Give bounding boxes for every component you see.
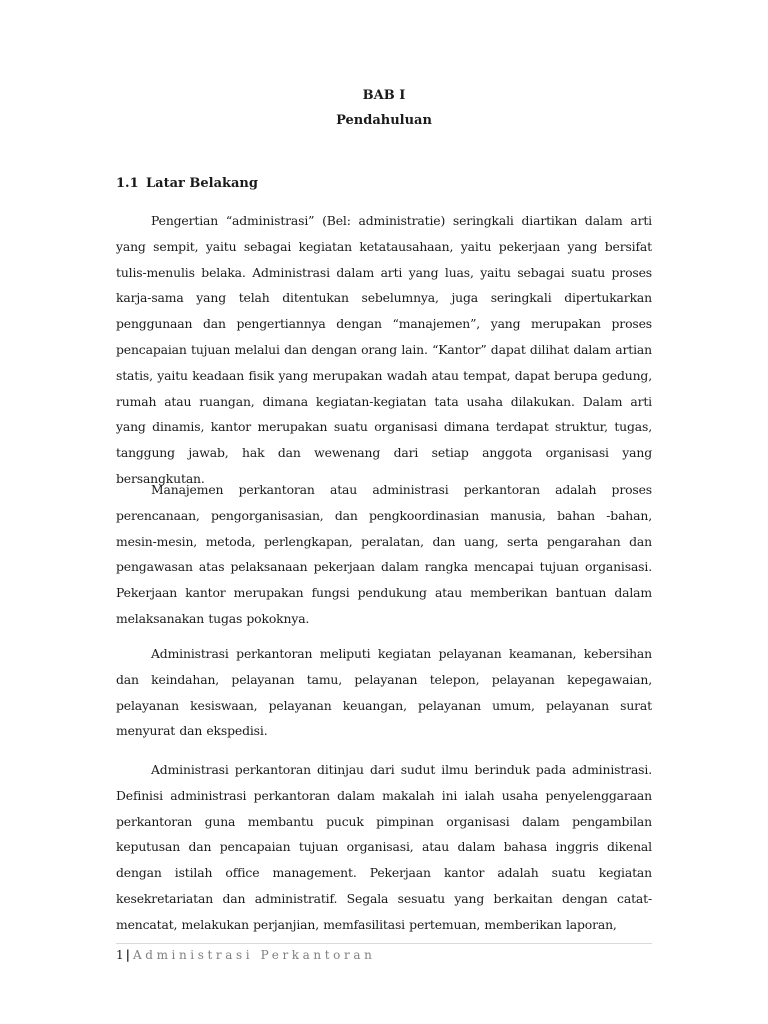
page-footer	[116, 947, 375, 963]
running-title: Administrasi Perkantoran	[133, 948, 376, 962]
body-paragraph: Pengertian “administrasi” (Bel: administratie) seringkali diartikan dalam arti yang sempit, yaitu sebagai kegiatan ketatausahaan, yaitu pekerjaan yang bersifat tulis-menulis belaka. Administrasi dalam arti yang luas, yaitu sebagai suatu proses karja-sama yang telah ditentukan sebelumnya, juga seringkali dipertukarkan penggunaan dan pengertiannya dengan “manajemen”, yang merupakan proses pencapaian tujuan melalui dan dengan orang lain. “Kantor” dapat dilihat dalam artian statis, yaitu keadaan fisik yang merupakan wadah atau tempat, dapat berupa gedung, rumah atau ruangan, dimana kegiatan-kegiatan tata usaha dilakukan. Dalam arti yang dinamis, kantor merupakan suatu organisasi dimana terdapat struktur, tugas, tanggung jawab, hak dan wewenang dari setiap anggota organisasi yang bersangkutan.	[116, 213, 652, 486]
body-paragraph: Administrasi perkantoran ditinjau dari sudut ilmu berinduk pada administrasi. Definisi administrasi perkantoran dalam makalah ini ialah usaha penyelenggaraan perkantoran guna membantu pucuk pimpinan organisasi dalam pengambilan keputusan dan pencapaian tujuan organisasi, atau dalam bahasa inggris dikenal dengan istilah office management. Pekerjaan kantor adalah suatu kegiatan kesekretariatan dan administratif. Segala sesuatu yang berkaitan dengan catat-mencatat, melakukan perjanjian, memfasilitasi pertemuan, memberikan laporan,	[116, 762, 652, 932]
section-title: Latar Belakang	[146, 176, 258, 191]
footer-divider	[116, 943, 652, 944]
section-heading	[116, 176, 258, 192]
page-number: 1	[116, 948, 124, 962]
footer-separator: |	[125, 948, 131, 962]
body-paragraph: Manajemen perkantoran atau administrasi perkantoran adalah proses perencanaan, pengorganisasian, dan pengkoordinasian manusia, bahan -bahan, mesin-mesin, metoda, perlengkapan, peralatan, dan uang, serta pengarahan dan pengawasan atas pelaksanaan pekerjaan dalam rangka mencapai tujuan organisasi. Pekerjaan kantor merupakan fungsi pendukung atau memberikan bantuan dalam melaksanakan tugas pokoknya.	[116, 482, 652, 626]
document-page	[116, 0, 652, 1024]
section-number: 1.1	[116, 176, 139, 191]
chapter-number: BAB I	[362, 88, 406, 103]
body-paragraph: Administrasi perkantoran meliputi kegiatan pelayanan keamanan, kebersihan dan keindahan, pelayanan tamu, pelayanan telepon, pelayanan kepegawaian, pelayanan kesiswaan, pelayanan keuangan, pelayanan umum, pelayanan surat menyurat dan ekspedisi.	[116, 646, 652, 739]
chapter-title: Pendahuluan	[336, 113, 432, 128]
